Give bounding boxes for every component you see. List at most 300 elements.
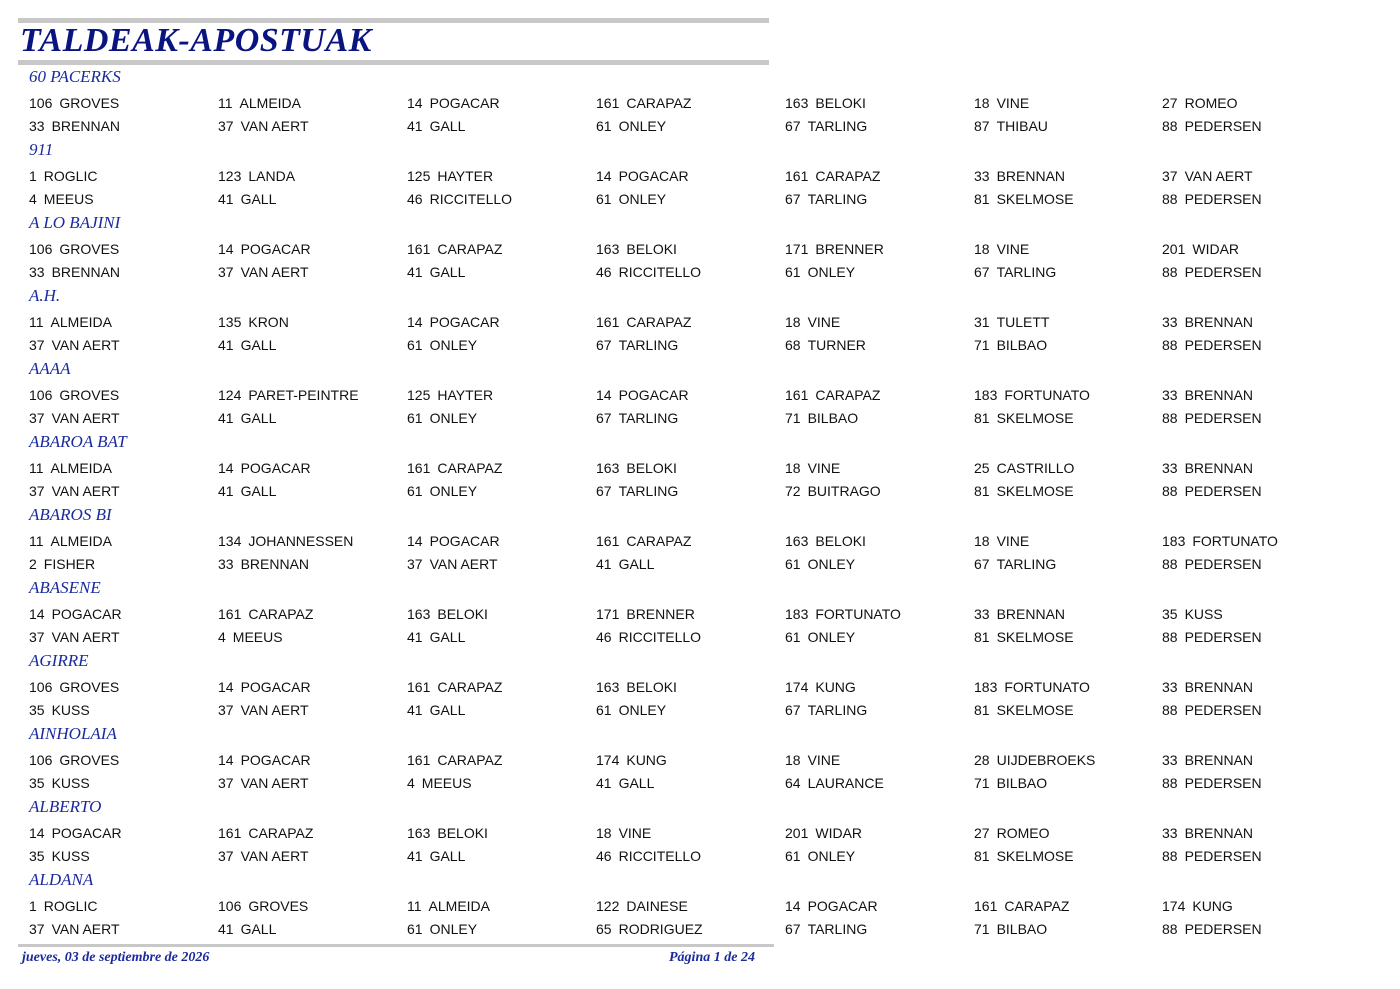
rider-entry: [407, 605, 488, 623]
rider-number: 33: [1162, 825, 1178, 841]
rider-number: 183: [1162, 533, 1186, 549]
rider-number: 174: [785, 679, 809, 695]
rider-number: 88: [1162, 337, 1178, 353]
rider-entry: [407, 94, 500, 112]
rider-number: 135: [218, 314, 242, 330]
rider-entry: [1162, 678, 1253, 696]
team-name: ABAROS BI: [29, 505, 112, 524]
rider-row: [29, 459, 1389, 477]
rider-entry: [407, 701, 465, 719]
rider-surname: POGACAR: [618, 168, 689, 184]
rider-entry: [29, 94, 119, 112]
rider-row: [29, 824, 1389, 842]
rider-surname: TARLING: [996, 556, 1057, 572]
rider-number: 37: [218, 848, 234, 864]
rider-number: 174: [1162, 898, 1186, 914]
rider-entry: [29, 167, 97, 185]
rider-entry: [596, 409, 678, 427]
rider-entry: [974, 482, 1074, 500]
team-group: [0, 648, 1400, 721]
rider-surname: POGACAR: [807, 898, 878, 914]
rider-entry: [29, 240, 119, 258]
rider-entry: [596, 678, 677, 696]
rider-number: 33: [1162, 387, 1178, 403]
rider-surname: RODRIGUEZ: [618, 921, 703, 937]
rider-number: 41: [407, 118, 423, 134]
rider-surname: PEDERSEN: [1184, 921, 1262, 937]
rider-entry: [785, 409, 858, 427]
team-name: AINHOLAIA: [29, 724, 117, 743]
rider-surname: FORTUNATO: [1004, 679, 1090, 695]
rider-surname: VINE: [807, 314, 841, 330]
rider-surname: PEDERSEN: [1184, 410, 1262, 426]
rider-number: 33: [1162, 679, 1178, 695]
rider-number: 88: [1162, 191, 1178, 207]
rider-surname: FISHER: [43, 556, 96, 572]
rider-number: 41: [407, 264, 423, 280]
rider-number: 161: [596, 533, 620, 549]
rider-number: 71: [974, 337, 990, 353]
rider-number: 41: [218, 483, 234, 499]
rider-number: 134: [218, 533, 242, 549]
rider-surname: VAN AERT: [51, 921, 120, 937]
rider-surname: VINE: [807, 752, 841, 768]
rider-entry: [218, 263, 309, 281]
rider-number: 11: [29, 533, 44, 549]
rider-number: 33: [974, 606, 990, 622]
rider-number: 174: [596, 752, 620, 768]
team-group: [0, 210, 1400, 283]
rider-surname: SKELMOSE: [996, 191, 1074, 207]
rider-entry: [218, 240, 311, 258]
rider-entry: [974, 774, 1047, 792]
rider-entry: [407, 240, 502, 258]
rider-entry: [29, 386, 119, 404]
rider-entry: [218, 824, 313, 842]
rider-surname: BUITRAGO: [807, 483, 881, 499]
rider-number: 67: [974, 556, 990, 572]
rider-number: 37: [29, 337, 45, 353]
rider-surname: GALL: [240, 337, 277, 353]
rider-surname: TURNER: [807, 337, 866, 353]
rider-number: 14: [596, 168, 612, 184]
rider-number: 163: [596, 679, 620, 695]
team-name: ABAROA BAT: [29, 432, 127, 451]
rider-number: 28: [974, 752, 990, 768]
rider-entry: [218, 313, 289, 331]
rider-entry: [407, 678, 502, 696]
team-name: 60 PACERKS: [29, 67, 121, 86]
rider-entry: [1162, 847, 1262, 865]
rider-number: 67: [596, 410, 612, 426]
rider-surname: ALMEIDA: [239, 95, 302, 111]
rider-number: 61: [785, 264, 801, 280]
rider-row: [29, 678, 1389, 696]
rider-row: [29, 263, 1389, 281]
rider-number: 35: [1162, 606, 1178, 622]
rider-surname: TARLING: [618, 483, 679, 499]
rider-surname: POGACAR: [240, 241, 311, 257]
rider-number: 14: [218, 460, 234, 476]
rider-surname: CARAPAZ: [815, 168, 881, 184]
rider-surname: PEDERSEN: [1184, 629, 1262, 645]
rider-entry: [29, 555, 95, 573]
rider-number: 106: [29, 95, 53, 111]
rider-surname: GALL: [429, 702, 466, 718]
rider-entry: [218, 751, 311, 769]
rider-number: 81: [974, 702, 990, 718]
rider-surname: KUNG: [1192, 898, 1233, 914]
rider-entry: [218, 117, 309, 135]
rider-entry: [596, 263, 701, 281]
rider-entry: [218, 167, 295, 185]
rider-row: [29, 190, 1389, 208]
rider-number: 33: [1162, 752, 1178, 768]
rider-surname: KUSS: [51, 848, 90, 864]
rider-surname: KUSS: [1184, 606, 1223, 622]
rider-number: 88: [1162, 264, 1178, 280]
team-name: ABASENE: [29, 578, 101, 597]
rider-number: 35: [29, 775, 45, 791]
rider-surname: VAN AERT: [240, 702, 309, 718]
rider-number: 1: [29, 898, 37, 914]
rider-entry: [596, 751, 667, 769]
rider-number: 37: [29, 629, 45, 645]
rider-entry: [785, 847, 855, 865]
rider-entry: [218, 701, 309, 719]
rider-number: 161: [407, 679, 431, 695]
rider-number: 122: [596, 898, 620, 914]
rider-surname: GALL: [429, 264, 466, 280]
rider-number: 25: [974, 460, 990, 476]
team-name: A LO BAJINI: [29, 213, 121, 232]
rider-entry: [974, 459, 1074, 477]
rider-surname: BELOKI: [815, 533, 866, 549]
rider-entry: [596, 482, 678, 500]
rider-entry: [1162, 482, 1262, 500]
rider-surname: MEEUS: [43, 191, 94, 207]
rider-surname: PEDERSEN: [1184, 702, 1262, 718]
rider-number: 81: [974, 191, 990, 207]
rider-entry: [596, 897, 688, 915]
rider-number: 106: [218, 898, 242, 914]
rider-row: [29, 920, 1389, 938]
rider-entry: [407, 409, 477, 427]
rider-entry: [974, 313, 1049, 331]
rider-row: [29, 386, 1389, 404]
rider-entry: [407, 897, 490, 915]
rider-surname: ROMEO: [996, 825, 1050, 841]
rider-surname: PEDERSEN: [1184, 556, 1262, 572]
rider-surname: WIDAR: [1192, 241, 1240, 257]
rider-entry: [1162, 605, 1223, 623]
rider-surname: GALL: [240, 191, 277, 207]
rider-surname: PARET-PEINTRE: [248, 387, 359, 403]
rider-surname: CARAPAZ: [815, 387, 881, 403]
rider-surname: POGACAR: [429, 533, 500, 549]
rider-number: 67: [596, 337, 612, 353]
rider-surname: SKELMOSE: [996, 629, 1074, 645]
rider-number: 46: [407, 191, 423, 207]
team-name: ALDANA: [29, 870, 94, 889]
rider-number: 31: [974, 314, 990, 330]
rider-row: [29, 751, 1389, 769]
rider-surname: CARAPAZ: [248, 825, 314, 841]
rider-surname: CARAPAZ: [437, 241, 503, 257]
rider-surname: GROVES: [59, 387, 120, 403]
rider-number: 61: [407, 337, 423, 353]
rider-number: 161: [407, 752, 431, 768]
rider-entry: [218, 190, 276, 208]
rider-surname: GROVES: [59, 95, 120, 111]
rider-number: 171: [785, 241, 809, 257]
rider-number: 27: [974, 825, 990, 841]
rider-surname: PEDERSEN: [1184, 118, 1262, 134]
team-name: ALBERTO: [29, 797, 102, 816]
rider-number: 67: [785, 191, 801, 207]
rider-number: 41: [218, 337, 234, 353]
rider-surname: VAN AERT: [429, 556, 498, 572]
rider-entry: [974, 94, 1029, 112]
rider-surname: ROGLIC: [43, 898, 98, 914]
rider-entry: [1162, 409, 1262, 427]
rider-surname: BILBAO: [807, 410, 859, 426]
rider-entry: [1162, 190, 1262, 208]
rider-number: 14: [29, 606, 45, 622]
rider-surname: BELOKI: [437, 825, 488, 841]
rider-entry: [29, 263, 120, 281]
rider-entry: [785, 482, 881, 500]
rider-row: [29, 847, 1389, 865]
rider-number: 88: [1162, 921, 1178, 937]
team-group: [0, 867, 1400, 940]
team-name: AAAA: [29, 359, 71, 378]
rider-surname: CARAPAZ: [437, 679, 503, 695]
rider-surname: GALL: [240, 921, 277, 937]
rider-surname: FORTUNATO: [815, 606, 901, 622]
rider-entry: [785, 313, 840, 331]
rider-entry: [1162, 94, 1237, 112]
rider-surname: CARAPAZ: [626, 95, 692, 111]
rider-number: 183: [974, 387, 998, 403]
rider-number: 88: [1162, 702, 1178, 718]
rider-number: 33: [29, 118, 45, 134]
rider-number: 161: [785, 387, 809, 403]
rider-entry: [596, 459, 677, 477]
rider-number: 64: [785, 775, 801, 791]
rider-entry: [596, 701, 666, 719]
rider-number: 106: [29, 752, 53, 768]
rider-number: 37: [29, 483, 45, 499]
rider-entry: [218, 628, 283, 646]
rider-entry: [1162, 167, 1253, 185]
rider-surname: SKELMOSE: [996, 410, 1074, 426]
rider-surname: RICCITELLO: [618, 264, 702, 280]
team-name: 911: [29, 140, 54, 159]
rider-row: [29, 409, 1389, 427]
rider-number: 163: [596, 460, 620, 476]
rider-entry: [974, 167, 1065, 185]
rider-surname: BILBAO: [996, 775, 1048, 791]
rider-entry: [974, 751, 1095, 769]
rider-entry: [407, 555, 498, 573]
rider-number: 46: [596, 848, 612, 864]
rider-entry: [29, 897, 97, 915]
rider-number: 81: [974, 848, 990, 864]
rider-entry: [785, 240, 884, 258]
rider-entry: [407, 117, 465, 135]
rider-surname: BRENNAN: [1184, 460, 1254, 476]
rider-surname: VINE: [996, 533, 1030, 549]
rider-number: 163: [785, 95, 809, 111]
rider-number: 163: [785, 533, 809, 549]
rider-surname: KUNG: [815, 679, 856, 695]
rider-surname: PEDERSEN: [1184, 191, 1262, 207]
rider-row: [29, 897, 1389, 915]
rider-number: 14: [218, 241, 234, 257]
footer-date: jueves, 03 de septiembre de 2026: [22, 950, 210, 965]
rider-surname: TARLING: [618, 410, 679, 426]
rider-surname: PEDERSEN: [1184, 775, 1262, 791]
rider-surname: ALMEIDA: [50, 314, 113, 330]
rider-entry: [407, 532, 500, 550]
rider-row: [29, 240, 1389, 258]
rider-entry: [1162, 263, 1262, 281]
rider-entry: [596, 117, 666, 135]
rider-surname: ONLEY: [429, 410, 478, 426]
rider-surname: TARLING: [807, 118, 868, 134]
rider-row: [29, 628, 1389, 646]
rider-surname: BRENNAN: [996, 168, 1066, 184]
rider-surname: KRON: [248, 314, 289, 330]
rider-number: 46: [596, 629, 612, 645]
rider-number: 4: [218, 629, 226, 645]
rider-number: 37: [218, 702, 234, 718]
rider-entry: [29, 117, 120, 135]
rider-number: 201: [785, 825, 809, 841]
team-group: [0, 137, 1400, 210]
rider-entry: [785, 701, 867, 719]
rider-surname: PEDERSEN: [1184, 483, 1262, 499]
rider-row: [29, 313, 1389, 331]
team-group: [0, 356, 1400, 429]
rider-surname: FORTUNATO: [1004, 387, 1090, 403]
rider-number: 183: [785, 606, 809, 622]
rider-surname: ALMEIDA: [428, 898, 491, 914]
rider-number: 161: [785, 168, 809, 184]
rider-entry: [218, 774, 309, 792]
rider-number: 33: [1162, 314, 1178, 330]
rider-number: 163: [407, 606, 431, 622]
rider-surname: SKELMOSE: [996, 702, 1074, 718]
rider-surname: VAN AERT: [51, 629, 120, 645]
rider-number: 35: [29, 848, 45, 864]
rider-entry: [1162, 897, 1233, 915]
rider-surname: BRENNAN: [240, 556, 310, 572]
rider-surname: RICCITELLO: [429, 191, 513, 207]
rider-entry: [974, 263, 1056, 281]
rider-entry: [785, 628, 855, 646]
rider-number: 106: [29, 241, 53, 257]
rider-number: 88: [1162, 848, 1178, 864]
rider-number: 14: [407, 314, 423, 330]
rider-surname: UIJDEBROEKS: [996, 752, 1096, 768]
rider-entry: [218, 459, 311, 477]
team-group: [0, 64, 1400, 137]
rider-number: 2: [29, 556, 37, 572]
rider-entry: [29, 336, 120, 354]
rider-number: 67: [785, 921, 801, 937]
rider-entry: [974, 920, 1047, 938]
rider-surname: JOHANNESSEN: [248, 533, 354, 549]
rider-entry: [407, 824, 488, 842]
rider-entry: [407, 190, 512, 208]
rider-number: 81: [974, 483, 990, 499]
rider-surname: VAN AERT: [51, 337, 120, 353]
rider-number: 161: [407, 460, 431, 476]
rider-surname: ONLEY: [618, 702, 667, 718]
rider-surname: BELOKI: [815, 95, 866, 111]
team-list: [0, 64, 1400, 940]
rider-entry: [974, 847, 1074, 865]
rider-number: 61: [785, 848, 801, 864]
rider-entry: [1162, 701, 1262, 719]
rider-surname: BRENNAN: [51, 264, 121, 280]
rider-surname: KUSS: [51, 702, 90, 718]
rider-surname: LAURANCE: [807, 775, 884, 791]
rider-surname: DAINESE: [626, 898, 688, 914]
rider-surname: HAYTER: [437, 387, 494, 403]
rider-entry: [407, 920, 477, 938]
rider-number: 61: [596, 702, 612, 718]
rider-number: 68: [785, 337, 801, 353]
rider-number: 46: [596, 264, 612, 280]
rider-entry: [785, 678, 856, 696]
rider-surname: VINE: [996, 95, 1030, 111]
rider-entry: [1162, 336, 1262, 354]
rider-number: 201: [1162, 241, 1186, 257]
rider-number: 11: [407, 898, 422, 914]
rider-entry: [785, 190, 867, 208]
rider-surname: BRENNAN: [1184, 679, 1254, 695]
rider-entry: [29, 774, 90, 792]
rider-surname: POGACAR: [429, 314, 500, 330]
rider-surname: MEEUS: [421, 775, 472, 791]
rider-number: 183: [974, 679, 998, 695]
rider-entry: [596, 847, 701, 865]
rider-entry: [974, 628, 1074, 646]
rider-number: 88: [1162, 629, 1178, 645]
rider-surname: GALL: [429, 118, 466, 134]
rider-surname: SKELMOSE: [996, 483, 1074, 499]
rider-entry: [29, 678, 119, 696]
rider-number: 33: [1162, 460, 1178, 476]
rider-entry: [407, 263, 465, 281]
rider-number: 161: [218, 606, 242, 622]
rider-number: 61: [407, 921, 423, 937]
rider-surname: POGACAR: [51, 825, 122, 841]
rider-entry: [29, 824, 122, 842]
rider-number: 71: [974, 775, 990, 791]
rider-entry: [1162, 774, 1262, 792]
rider-surname: VINE: [996, 241, 1030, 257]
rider-surname: PEDERSEN: [1184, 848, 1262, 864]
rider-surname: GROVES: [59, 679, 120, 695]
rider-row: [29, 701, 1389, 719]
rider-entry: [1162, 628, 1262, 646]
rider-number: 33: [218, 556, 234, 572]
rider-number: 11: [29, 460, 44, 476]
